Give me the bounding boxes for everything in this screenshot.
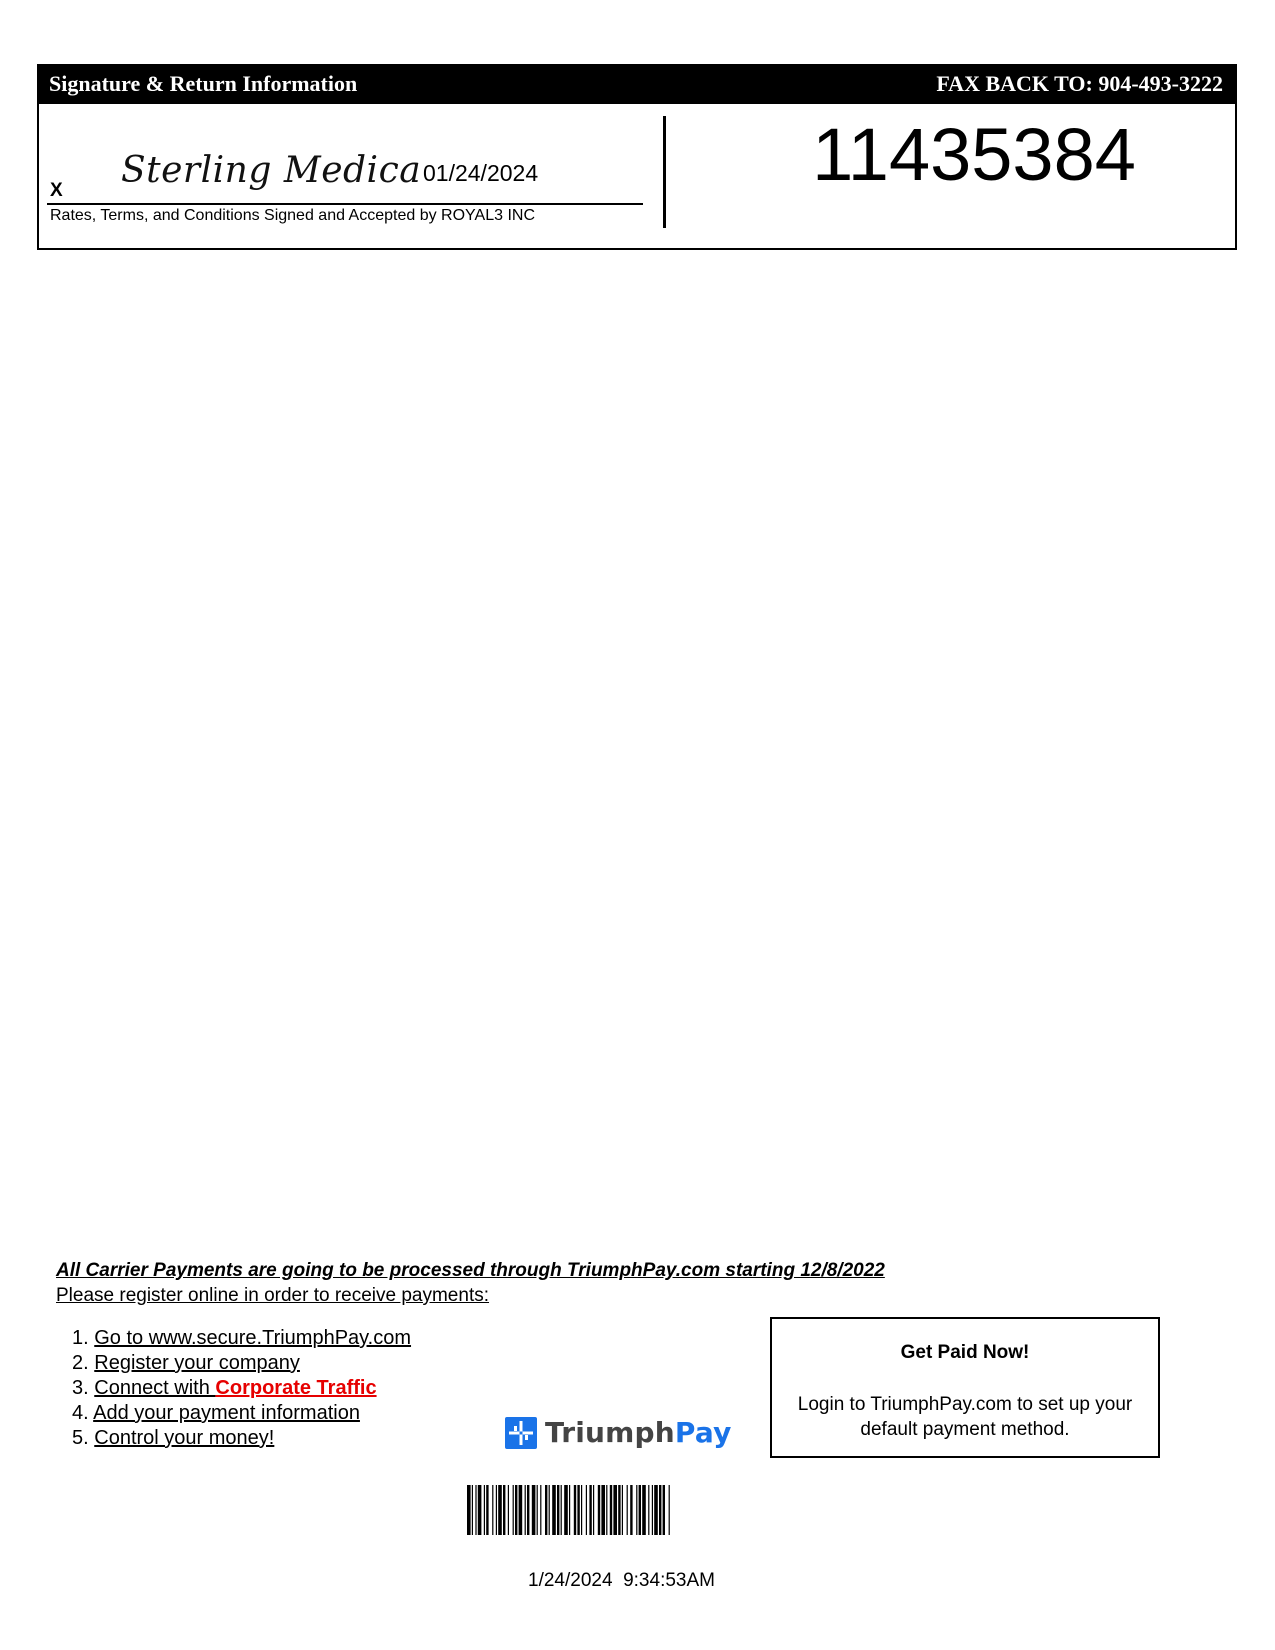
payment-notice-subtitle: Please register online in order to receive payments: xyxy=(56,1285,490,1306)
get-paid-text: Login to TriumphPay.com to set up your default payment method. xyxy=(797,1394,1133,1440)
barcode-bar xyxy=(589,1485,591,1535)
barcode-bar xyxy=(537,1485,538,1535)
barcode-bar xyxy=(574,1485,576,1535)
barcode-bar xyxy=(492,1485,493,1535)
triumphpay-logo-icon xyxy=(505,1417,537,1449)
handwritten-signature: Sterling Medica xyxy=(121,150,422,191)
barcode-bar xyxy=(601,1485,605,1535)
section-title: Signature & Return Information xyxy=(49,71,358,96)
registration-steps xyxy=(72,1326,411,1451)
barcode-bar xyxy=(513,1485,514,1535)
barcode-bar xyxy=(593,1485,594,1535)
step-link[interactable]: Control your money! xyxy=(94,1427,275,1449)
step-number: 1. xyxy=(72,1327,89,1349)
barcode-bar xyxy=(669,1485,670,1535)
barcode-bar xyxy=(475,1485,476,1535)
barcode-bar xyxy=(622,1485,623,1535)
barcode-bar xyxy=(515,1485,517,1535)
step-number: 2. xyxy=(72,1352,89,1374)
barcode-bar xyxy=(540,1485,541,1535)
barcode-bar xyxy=(606,1485,607,1535)
step-link[interactable]: Add your payment information xyxy=(93,1402,360,1424)
barcode-bar xyxy=(654,1485,658,1535)
signature-caption: Rates, Terms, and Conditions Signed and Accepted by ROYAL3 INC xyxy=(50,207,536,224)
barcode-bar xyxy=(545,1485,547,1535)
step-link[interactable]: Register your company xyxy=(94,1352,300,1374)
step-number: 4. xyxy=(72,1402,89,1424)
triumphpay-logo-text: TriumphPay xyxy=(545,1416,732,1449)
barcode-bar xyxy=(663,1485,665,1535)
barcode-bar xyxy=(586,1485,587,1535)
print-timestamp: 1/24/2024 9:34:53AM xyxy=(528,1570,715,1591)
payment-notice-title: All Carrier Payments are going to be processed through TriumphPay.com starting 12/8/2022 xyxy=(56,1260,885,1281)
barcode-bar xyxy=(519,1485,523,1535)
barcode-bar xyxy=(498,1485,502,1535)
barcode-bar xyxy=(486,1485,488,1535)
step-number: 5. xyxy=(72,1427,89,1449)
barcode-bar xyxy=(557,1485,559,1535)
signature-line xyxy=(47,203,643,205)
barcode-bar xyxy=(569,1485,570,1535)
barcode-bar xyxy=(525,1485,526,1535)
barcode-bar xyxy=(618,1485,620,1535)
barcode-bar xyxy=(552,1485,556,1535)
barcode-bar xyxy=(659,1485,661,1535)
step-item[interactable] xyxy=(72,1326,411,1351)
barcode-bar xyxy=(508,1485,509,1535)
signature-x-mark: X xyxy=(50,180,63,201)
vertical-divider xyxy=(663,116,666,228)
step-item[interactable] xyxy=(72,1351,411,1376)
barcode-bar xyxy=(564,1485,568,1535)
barcode-bar xyxy=(577,1485,579,1535)
barcode-bar xyxy=(561,1485,562,1535)
step-item[interactable] xyxy=(72,1401,411,1426)
barcode-bar xyxy=(478,1485,482,1535)
corporate-traffic-highlight[interactable]: Corporate Traffic xyxy=(215,1377,377,1399)
get-paid-box xyxy=(770,1317,1160,1458)
barcode-bar xyxy=(549,1485,550,1535)
signature-return-section xyxy=(37,64,1237,250)
section-header xyxy=(39,66,1235,104)
step-item[interactable] xyxy=(72,1376,411,1401)
signature-date: 01/24/2024 xyxy=(423,160,539,186)
barcode-bar xyxy=(648,1485,649,1535)
barcode-bar xyxy=(496,1485,497,1535)
barcode-bar xyxy=(627,1485,628,1535)
step-number: 3. xyxy=(72,1377,89,1399)
barcode-bar xyxy=(652,1485,653,1535)
barcode-bar xyxy=(613,1485,617,1535)
step-link[interactable]: Connect with xyxy=(94,1377,216,1399)
barcode-bar xyxy=(630,1485,632,1535)
barcode-bar xyxy=(642,1485,646,1535)
step-link[interactable]: Go to www.secure.TriumphPay.com xyxy=(94,1327,412,1349)
barcode-bar xyxy=(527,1485,529,1535)
barcode-bar xyxy=(467,1485,471,1535)
barcode-bar xyxy=(598,1485,600,1535)
barcode xyxy=(467,1485,799,1535)
fax-back-number: FAX BACK TO: 904-493-3222 xyxy=(936,71,1223,96)
barcode-bar xyxy=(636,1485,637,1535)
barcode-bar xyxy=(503,1485,505,1535)
barcode-bar xyxy=(532,1485,536,1535)
get-paid-title: Get Paid Now! xyxy=(900,1342,1030,1363)
barcode-bar xyxy=(484,1485,485,1535)
barcode-bar xyxy=(639,1485,641,1535)
step-item[interactable] xyxy=(72,1426,411,1451)
triumphpay-logo xyxy=(505,1416,732,1449)
barcode-bar xyxy=(581,1485,582,1535)
barcode-bar xyxy=(472,1485,473,1535)
barcode-bar xyxy=(610,1485,612,1535)
load-number: 11435384 xyxy=(812,113,1136,196)
